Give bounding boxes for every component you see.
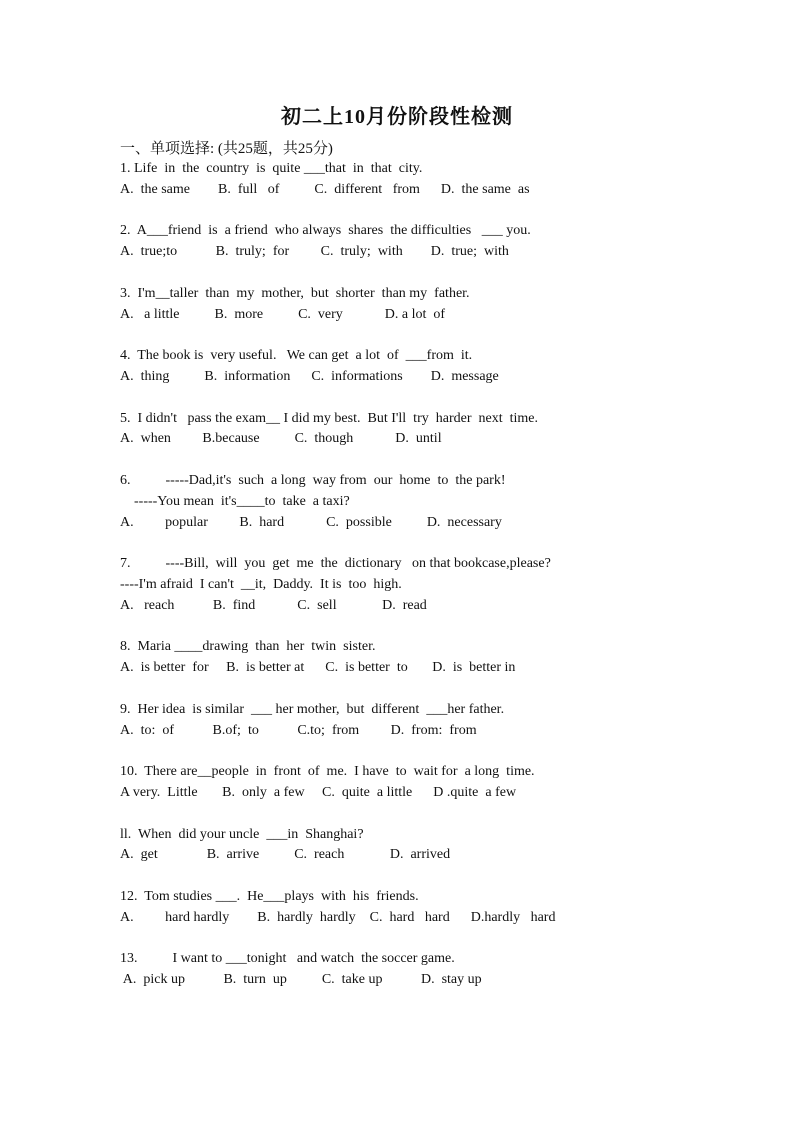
question-options: A. a little B. more C. very D. a lot of [120, 306, 446, 322]
question-text: 1. Life in the country is quite ___that in that city. [120, 161, 423, 176]
question-text: 4. The book is very useful. We can get a lot of ___from it. [120, 348, 473, 364]
question-item [120, 471, 760, 554]
question-text: 6. -----Dad,it's such a long way from our home to the park! [120, 472, 506, 488]
question-text: 10. There are__people in front of me. I have to wait for a long time. [120, 764, 535, 780]
question-text: 12. Tom studies ___. He___plays with his friends. [120, 888, 419, 904]
section-heading: 一、单项选择: (共25题，共25分) [120, 141, 333, 157]
question-options: A. true;to B. truly; for C. truly; with D. true; with [120, 244, 509, 260]
question-options: A very. Little B. only a few C. quite a little D .quite a few [120, 784, 517, 800]
question-item [120, 887, 760, 949]
question-text: 8. Maria ____drawing than her twin sister. [120, 639, 376, 655]
question-text: 7. ----Bill, will you get me the dictionary on that bookcase,please? [120, 556, 551, 572]
question-options: A. when B.because C. though D. until [120, 431, 442, 447]
question-list [120, 159, 760, 1012]
question-text: ll. When did your uncle ___in Shanghai? [120, 826, 364, 842]
question-options: A. hard hardly B. hardly hardly C. hard hard D.hardly hard [120, 909, 556, 925]
question-options: A. the same B. full of C. different from D. the same as [120, 181, 530, 197]
question-options: A. thing B. information C. informations D. message [120, 368, 499, 384]
question-text: 9. Her idea is similar ___ her mother, but different ___her father. [120, 701, 505, 717]
question-item [120, 825, 760, 887]
question-item [120, 284, 760, 346]
question-options: A. is better for B. is better at C. is better to D. is better in [120, 660, 516, 676]
question-text: ----I'm afraid I can't __it, Daddy. It is too high. [120, 576, 402, 592]
question-item [120, 949, 760, 1011]
question-text: 2. A___friend is a friend who always shares the difficulties ___ you. [120, 223, 531, 239]
question-item [120, 762, 760, 824]
question-text: 13. I want to ___tonight and watch the soccer game. [120, 951, 455, 967]
question-options: A. popular B. hard C. possible D. necessary [120, 514, 502, 530]
question-text: -----You mean it's____to take a taxi? [120, 493, 350, 509]
question-options: A. reach B. find C. sell D. read [120, 597, 427, 613]
page-title: 初二上10月份阶段性检测 [281, 106, 513, 128]
question-item [120, 554, 760, 637]
question-item [120, 221, 760, 283]
question-text: 5. I didn't pass the exam__ I did my best. But I'll try harder next time. [120, 410, 538, 426]
question-item [120, 159, 760, 221]
question-item [120, 700, 760, 762]
question-options: A. pick up B. turn up C. take up D. stay up [120, 972, 482, 988]
question-item [120, 637, 760, 699]
question-options: A. get B. arrive C. reach D. arrived [120, 847, 451, 863]
question-text: 3. I'm__taller than my mother, but shorter than my father. [120, 285, 470, 301]
question-options: A. to: of B.of; to C.to; from D. from: from [120, 722, 477, 738]
question-item [120, 409, 760, 471]
question-item [120, 346, 760, 408]
